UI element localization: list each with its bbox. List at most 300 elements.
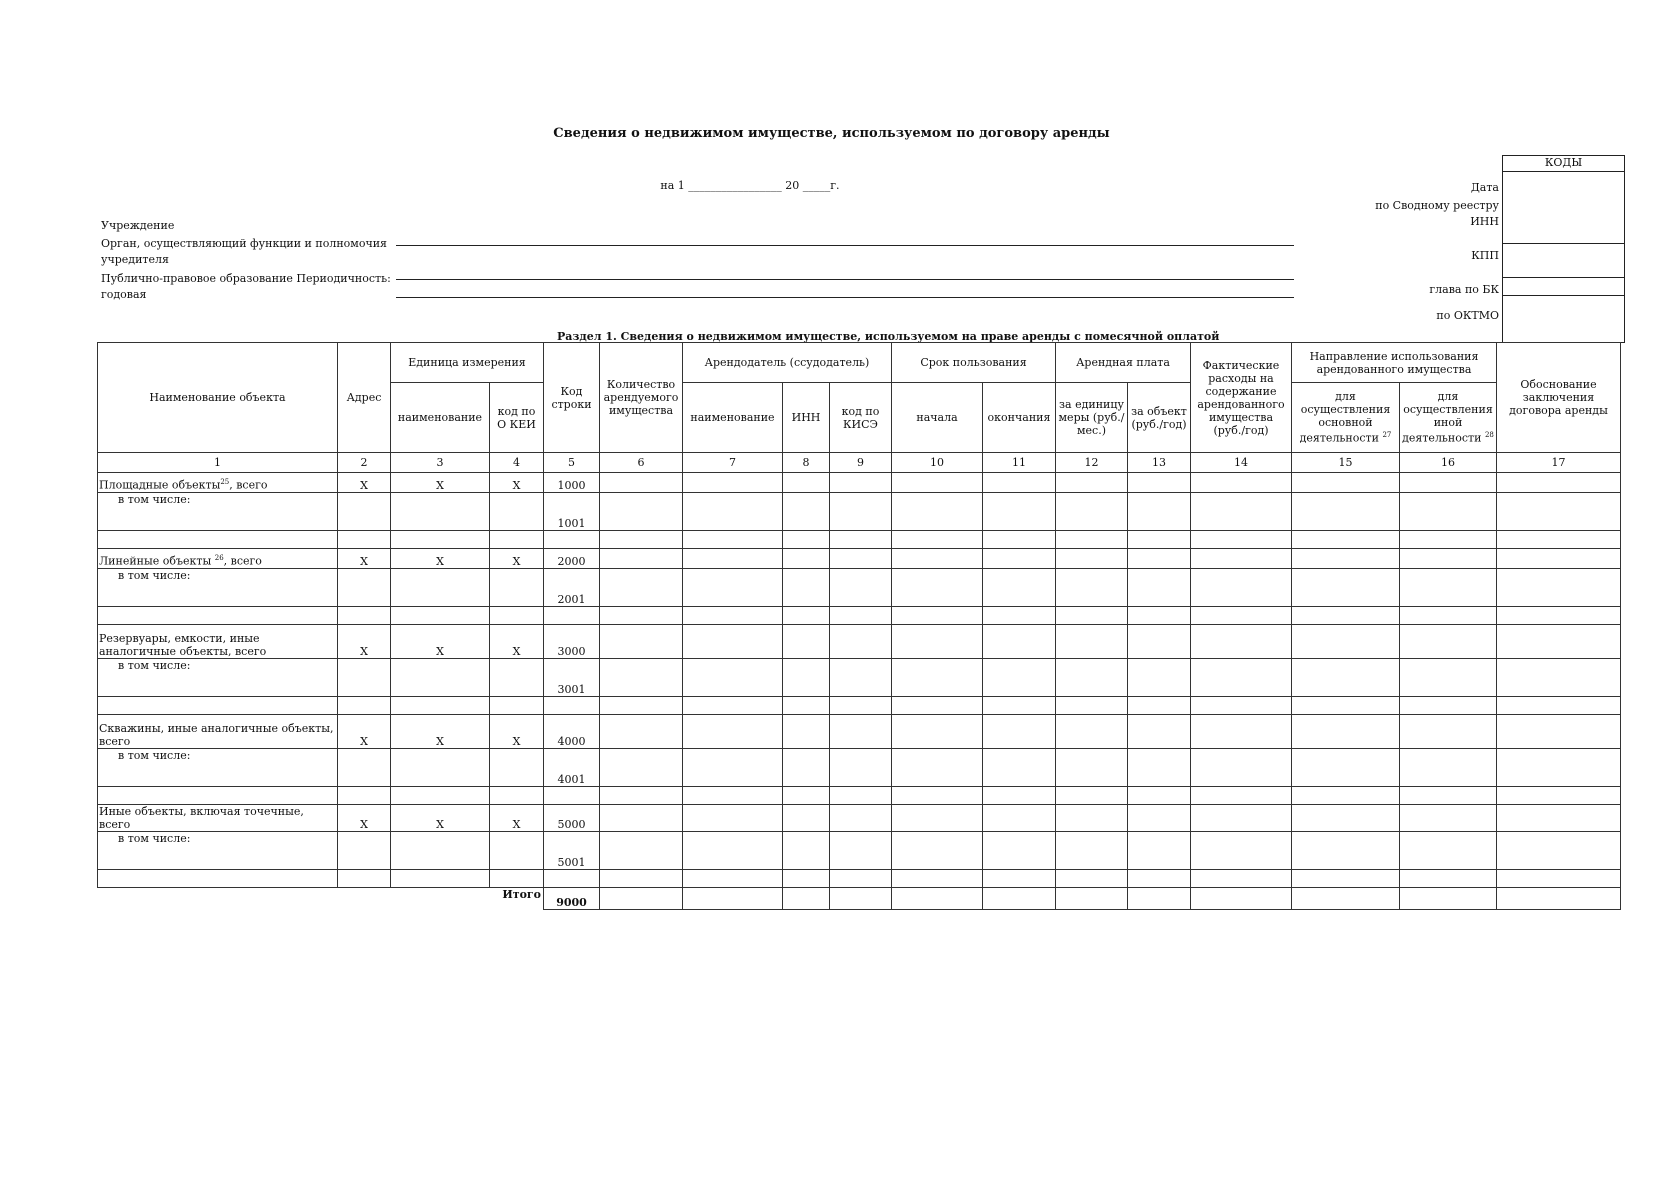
header-unit-name: наименование (391, 383, 490, 453)
data-cell[interactable] (1056, 531, 1128, 549)
data-cell[interactable] (892, 569, 983, 607)
data-cell[interactable] (1292, 473, 1400, 493)
data-cell[interactable] (1497, 787, 1621, 805)
data-cell[interactable] (1497, 832, 1621, 870)
data-cell[interactable] (683, 805, 783, 832)
data-cell[interactable] (783, 531, 830, 549)
data-cell[interactable] (1128, 870, 1191, 888)
data-cell[interactable] (830, 625, 892, 659)
column-number: 14 (1191, 453, 1292, 473)
column-number: 9 (830, 453, 892, 473)
data-cell[interactable] (983, 870, 1056, 888)
data-cell[interactable] (1128, 549, 1191, 569)
data-cell[interactable] (1292, 697, 1400, 715)
data-cell[interactable] (391, 493, 490, 531)
data-cell[interactable] (338, 493, 391, 531)
data-cell[interactable] (338, 832, 391, 870)
data-cell[interactable] (830, 607, 892, 625)
data-cell[interactable] (544, 697, 600, 715)
table-row (98, 531, 1621, 549)
codes-inn-label: ИНН (1470, 215, 1499, 228)
data-cell[interactable] (983, 832, 1056, 870)
data-cell[interactable] (830, 832, 892, 870)
codes-date-label: Дата (1470, 181, 1499, 194)
data-cell[interactable] (983, 715, 1056, 749)
periodicity-fill-line (396, 297, 1294, 298)
data-cell[interactable] (1400, 659, 1497, 697)
data-cell[interactable] (892, 888, 983, 910)
data-cell[interactable] (98, 531, 338, 549)
data-cell[interactable] (1191, 531, 1292, 549)
table-row (98, 607, 1621, 625)
data-cell[interactable] (1292, 659, 1400, 697)
data-cell[interactable] (490, 569, 544, 607)
data-cell[interactable] (1056, 549, 1128, 569)
data-cell[interactable] (783, 832, 830, 870)
data-cell[interactable] (1056, 625, 1128, 659)
data-cell[interactable] (1056, 749, 1128, 787)
object-group-label: Иные объекты, включая точечные, всего (99, 805, 304, 831)
data-cell[interactable] (1497, 749, 1621, 787)
data-cell[interactable] (391, 607, 490, 625)
header-direction-group: Направление использования арендованного имущества (1292, 343, 1497, 383)
including-label: в том числе: (98, 659, 338, 697)
header-term-end: окончания (983, 383, 1056, 453)
data-cell[interactable] (830, 787, 892, 805)
data-cell[interactable] (830, 888, 892, 910)
data-cell[interactable] (830, 473, 892, 493)
data-cell[interactable] (892, 787, 983, 805)
header-basis: Обоснование заключения договора аренды (1497, 343, 1621, 453)
data-cell[interactable] (600, 870, 683, 888)
data-cell[interactable] (1056, 697, 1128, 715)
data-cell[interactable] (1191, 870, 1292, 888)
data-cell[interactable] (1292, 607, 1400, 625)
data-cell[interactable] (1497, 569, 1621, 607)
data-cell[interactable] (490, 749, 544, 787)
data-cell[interactable] (544, 870, 600, 888)
data-cell[interactable] (1128, 625, 1191, 659)
data-cell[interactable] (600, 715, 683, 749)
data-cell[interactable] (783, 493, 830, 531)
object-group-name (98, 715, 338, 749)
data-cell[interactable] (830, 549, 892, 569)
data-cell[interactable] (600, 697, 683, 715)
data-cell[interactable] (892, 473, 983, 493)
data-cell[interactable] (600, 473, 683, 493)
data-cell[interactable] (600, 569, 683, 607)
data-cell[interactable] (983, 493, 1056, 531)
data-cell[interactable] (600, 805, 683, 832)
data-cell[interactable] (600, 888, 683, 910)
object-group-name (98, 805, 338, 832)
data-cell[interactable] (783, 749, 830, 787)
data-cell[interactable] (683, 531, 783, 549)
including-label: в том числе: (98, 569, 338, 607)
data-cell[interactable] (1128, 659, 1191, 697)
data-cell[interactable] (600, 832, 683, 870)
data-cell[interactable] (1191, 749, 1292, 787)
data-cell[interactable] (1497, 659, 1621, 697)
data-cell[interactable] (391, 697, 490, 715)
data-cell[interactable] (1292, 531, 1400, 549)
data-cell[interactable] (983, 787, 1056, 805)
data-cell[interactable] (783, 870, 830, 888)
data-cell[interactable] (490, 493, 544, 531)
data-cell[interactable] (830, 749, 892, 787)
data-cell[interactable] (830, 697, 892, 715)
data-cell[interactable] (1497, 870, 1621, 888)
data-cell[interactable] (391, 531, 490, 549)
data-cell[interactable] (1497, 531, 1621, 549)
data-cell[interactable] (98, 607, 338, 625)
data-cell[interactable] (1497, 607, 1621, 625)
data-cell[interactable] (783, 549, 830, 569)
data-cell[interactable] (1056, 715, 1128, 749)
data-cell[interactable] (830, 659, 892, 697)
data-cell[interactable] (600, 549, 683, 569)
data-cell[interactable] (338, 607, 391, 625)
data-cell[interactable] (338, 787, 391, 805)
data-cell[interactable] (1400, 607, 1497, 625)
data-cell[interactable] (1191, 549, 1292, 569)
column-number: 2 (338, 453, 391, 473)
data-cell[interactable] (683, 749, 783, 787)
municipal-label-line1: Публично-правовое образование Периодичность: (101, 272, 391, 285)
data-cell[interactable] (600, 659, 683, 697)
x-mark: X (490, 715, 544, 749)
data-cell[interactable] (1292, 569, 1400, 607)
data-cell[interactable] (892, 531, 983, 549)
organ-fill-line (396, 245, 1294, 246)
header-unit-okei: код по О КЕИ (490, 383, 544, 453)
data-cell[interactable] (1400, 870, 1497, 888)
data-cell[interactable] (1400, 749, 1497, 787)
data-cell[interactable] (1128, 493, 1191, 531)
header-unit-group: Единица измерения (391, 343, 544, 383)
data-cell[interactable] (338, 697, 391, 715)
data-cell[interactable] (1056, 493, 1128, 531)
data-cell[interactable] (892, 749, 983, 787)
data-cell[interactable] (600, 607, 683, 625)
data-cell[interactable] (1400, 697, 1497, 715)
data-cell[interactable] (490, 787, 544, 805)
data-cell[interactable] (1191, 625, 1292, 659)
data-cell[interactable] (1056, 870, 1128, 888)
data-cell[interactable] (1128, 715, 1191, 749)
data-cell[interactable] (783, 625, 830, 659)
column-number: 13 (1128, 453, 1191, 473)
including-label: в том числе: (98, 749, 338, 787)
codes-header: КОДЫ (1544, 156, 1583, 169)
column-number: 1 (98, 453, 338, 473)
data-cell[interactable] (1056, 888, 1128, 910)
data-cell[interactable] (1128, 888, 1191, 910)
data-cell[interactable] (1497, 625, 1621, 659)
data-cell[interactable] (1128, 749, 1191, 787)
data-cell[interactable] (490, 531, 544, 549)
data-cell[interactable] (892, 625, 983, 659)
data-cell[interactable] (490, 870, 544, 888)
data-cell[interactable] (783, 805, 830, 832)
data-cell[interactable] (1497, 805, 1621, 832)
data-cell[interactable] (98, 870, 338, 888)
data-cell[interactable] (1400, 832, 1497, 870)
data-cell[interactable] (1400, 493, 1497, 531)
data-cell[interactable] (983, 473, 1056, 493)
data-cell[interactable] (1191, 659, 1292, 697)
data-cell[interactable] (683, 888, 783, 910)
sub-row-code: 5001 (544, 832, 600, 870)
data-cell[interactable] (490, 607, 544, 625)
data-cell[interactable] (830, 805, 892, 832)
data-cell[interactable] (830, 493, 892, 531)
header-lessor-name: наименование (683, 383, 783, 453)
data-cell[interactable] (490, 659, 544, 697)
x-mark: X (391, 715, 490, 749)
data-cell[interactable] (892, 607, 983, 625)
municipal-fill-line (396, 279, 1294, 280)
codes-registry-label: по Сводному реестру (1375, 199, 1499, 212)
header-lessor-group: Арендодатель (ссудодатель) (683, 343, 892, 383)
data-cell[interactable] (783, 787, 830, 805)
data-cell[interactable] (830, 715, 892, 749)
data-cell[interactable] (1191, 805, 1292, 832)
object-group-suffix: , всего (223, 555, 262, 568)
data-cell[interactable] (1056, 832, 1128, 870)
section-title: Раздел 1. Сведения о недвижимом имуществе, используемом на праве аренды с помесячной оплатой (557, 330, 1220, 343)
data-cell[interactable] (391, 749, 490, 787)
data-cell[interactable] (1292, 832, 1400, 870)
data-cell[interactable] (1191, 888, 1292, 910)
data-cell[interactable] (1056, 659, 1128, 697)
data-cell[interactable] (338, 659, 391, 697)
row-code: 4000 (544, 715, 600, 749)
data-cell[interactable] (683, 569, 783, 607)
data-cell[interactable] (783, 473, 830, 493)
data-cell[interactable] (98, 697, 338, 715)
x-mark: X (391, 625, 490, 659)
data-cell[interactable] (391, 832, 490, 870)
header-quantity: Количество арендуемого имущества (600, 343, 683, 453)
data-cell[interactable] (1400, 549, 1497, 569)
data-cell[interactable] (683, 715, 783, 749)
data-cell[interactable] (391, 787, 490, 805)
data-cell[interactable] (783, 697, 830, 715)
data-cell[interactable] (683, 549, 783, 569)
data-cell[interactable] (683, 832, 783, 870)
column-number: 10 (892, 453, 983, 473)
data-cell[interactable] (683, 697, 783, 715)
data-cell[interactable] (1497, 473, 1621, 493)
data-cell[interactable] (1497, 888, 1621, 910)
data-cell[interactable] (1400, 625, 1497, 659)
total-row (98, 888, 1621, 910)
organ-label-line2: учредителя (101, 253, 169, 266)
object-group-suffix: , всего (229, 479, 268, 492)
header-term-start: начала (892, 383, 983, 453)
data-cell[interactable] (830, 569, 892, 607)
data-cell[interactable] (1191, 569, 1292, 607)
data-cell[interactable] (1128, 805, 1191, 832)
table-row (98, 805, 1621, 832)
data-cell[interactable] (1191, 473, 1292, 493)
data-cell[interactable] (892, 659, 983, 697)
data-cell[interactable] (600, 787, 683, 805)
data-cell[interactable] (1292, 549, 1400, 569)
footnote-28: 28 (1484, 431, 1494, 440)
data-cell[interactable] (1128, 832, 1191, 870)
row-code: 2000 (544, 549, 600, 569)
data-cell[interactable] (983, 569, 1056, 607)
data-cell[interactable] (830, 531, 892, 549)
x-mark: X (338, 473, 391, 493)
data-cell[interactable] (1056, 607, 1128, 625)
data-cell[interactable] (1400, 888, 1497, 910)
data-cell[interactable] (1056, 805, 1128, 832)
data-cell[interactable] (600, 531, 683, 549)
data-cell[interactable] (338, 569, 391, 607)
object-group-label: Скважины, иные аналогичные объекты, всего (99, 722, 334, 748)
codes-bk-label: глава по БК (1429, 283, 1499, 296)
data-cell[interactable] (683, 493, 783, 531)
data-cell[interactable] (1400, 531, 1497, 549)
data-cell[interactable] (1292, 888, 1400, 910)
data-cell[interactable] (1056, 569, 1128, 607)
data-cell[interactable] (1292, 749, 1400, 787)
data-cell[interactable] (1128, 607, 1191, 625)
data-cell[interactable] (1056, 787, 1128, 805)
table-row (98, 832, 1621, 870)
data-cell[interactable] (600, 493, 683, 531)
including-label: в том числе: (98, 493, 338, 531)
data-cell[interactable] (683, 659, 783, 697)
data-cell[interactable] (983, 805, 1056, 832)
data-cell[interactable] (338, 531, 391, 549)
data-cell[interactable] (391, 870, 490, 888)
data-cell[interactable] (983, 625, 1056, 659)
data-cell[interactable] (983, 697, 1056, 715)
data-cell[interactable] (1292, 870, 1400, 888)
data-cell[interactable] (1128, 569, 1191, 607)
header-lessor-kise: код по КИСЭ (830, 383, 892, 453)
data-cell[interactable] (783, 715, 830, 749)
data-cell[interactable] (544, 531, 600, 549)
column-number: 8 (783, 453, 830, 473)
page-title: Сведения о недвижимом имуществе, используемом по договору аренды (553, 126, 1110, 141)
data-cell[interactable] (1292, 493, 1400, 531)
data-cell[interactable] (1400, 569, 1497, 607)
data-cell[interactable] (1128, 473, 1191, 493)
table-row (98, 625, 1621, 659)
data-cell[interactable] (1292, 625, 1400, 659)
data-cell[interactable] (983, 531, 1056, 549)
data-cell[interactable] (1191, 715, 1292, 749)
header-lessor-inn: ИНН (783, 383, 830, 453)
data-cell[interactable] (830, 870, 892, 888)
data-cell[interactable] (1056, 473, 1128, 493)
data-cell[interactable] (490, 697, 544, 715)
data-cell[interactable] (544, 787, 600, 805)
data-cell[interactable] (783, 888, 830, 910)
data-cell[interactable] (98, 787, 338, 805)
data-cell[interactable] (892, 549, 983, 569)
data-cell[interactable] (391, 659, 490, 697)
data-cell[interactable] (683, 625, 783, 659)
header-direction-other (1400, 383, 1497, 453)
data-cell[interactable] (391, 569, 490, 607)
data-cell[interactable] (1128, 697, 1191, 715)
data-cell[interactable] (1191, 832, 1292, 870)
column-number: 7 (683, 453, 783, 473)
data-cell[interactable] (983, 749, 1056, 787)
data-cell[interactable] (683, 473, 783, 493)
data-cell[interactable] (1400, 715, 1497, 749)
data-cell[interactable] (892, 715, 983, 749)
data-cell[interactable] (1191, 787, 1292, 805)
data-cell[interactable] (983, 659, 1056, 697)
data-cell[interactable] (490, 832, 544, 870)
data-cell[interactable] (683, 787, 783, 805)
footnote-marker: 26 (214, 554, 224, 563)
data-cell[interactable] (1191, 493, 1292, 531)
data-cell[interactable] (892, 832, 983, 870)
row-code: 5000 (544, 805, 600, 832)
data-cell[interactable] (1497, 697, 1621, 715)
data-cell[interactable] (600, 749, 683, 787)
data-cell[interactable] (1292, 715, 1400, 749)
data-cell[interactable] (1400, 805, 1497, 832)
data-cell[interactable] (892, 493, 983, 531)
data-cell[interactable] (1191, 697, 1292, 715)
data-cell[interactable] (783, 659, 830, 697)
data-cell[interactable] (1128, 531, 1191, 549)
data-cell[interactable] (1497, 715, 1621, 749)
x-mark: X (338, 805, 391, 832)
data-cell[interactable] (983, 888, 1056, 910)
header-rent-group: Арендная плата (1056, 343, 1191, 383)
data-cell[interactable] (1292, 787, 1400, 805)
data-cell[interactable] (1292, 805, 1400, 832)
data-cell[interactable] (338, 870, 391, 888)
data-cell[interactable] (683, 870, 783, 888)
data-cell[interactable] (1128, 787, 1191, 805)
data-cell[interactable] (1191, 607, 1292, 625)
data-cell[interactable] (1400, 787, 1497, 805)
object-group-name (98, 625, 338, 659)
data-cell[interactable] (783, 607, 830, 625)
data-cell[interactable] (892, 697, 983, 715)
data-cell[interactable] (1497, 549, 1621, 569)
data-cell[interactable] (544, 607, 600, 625)
property-table (97, 342, 1621, 910)
data-cell[interactable] (683, 607, 783, 625)
x-mark: X (391, 805, 490, 832)
data-cell[interactable] (1497, 493, 1621, 531)
data-cell[interactable] (783, 569, 830, 607)
organ-label-line1: Орган, осуществляющий функции и полномочия (101, 237, 387, 250)
column-number: 11 (983, 453, 1056, 473)
object-group-name (98, 549, 338, 569)
data-cell[interactable] (600, 625, 683, 659)
data-cell[interactable] (983, 549, 1056, 569)
data-cell[interactable] (892, 870, 983, 888)
data-cell[interactable] (892, 805, 983, 832)
header-term-group: Срок пользования (892, 343, 1056, 383)
data-cell[interactable] (338, 749, 391, 787)
data-cell[interactable] (983, 607, 1056, 625)
data-cell[interactable] (1400, 473, 1497, 493)
